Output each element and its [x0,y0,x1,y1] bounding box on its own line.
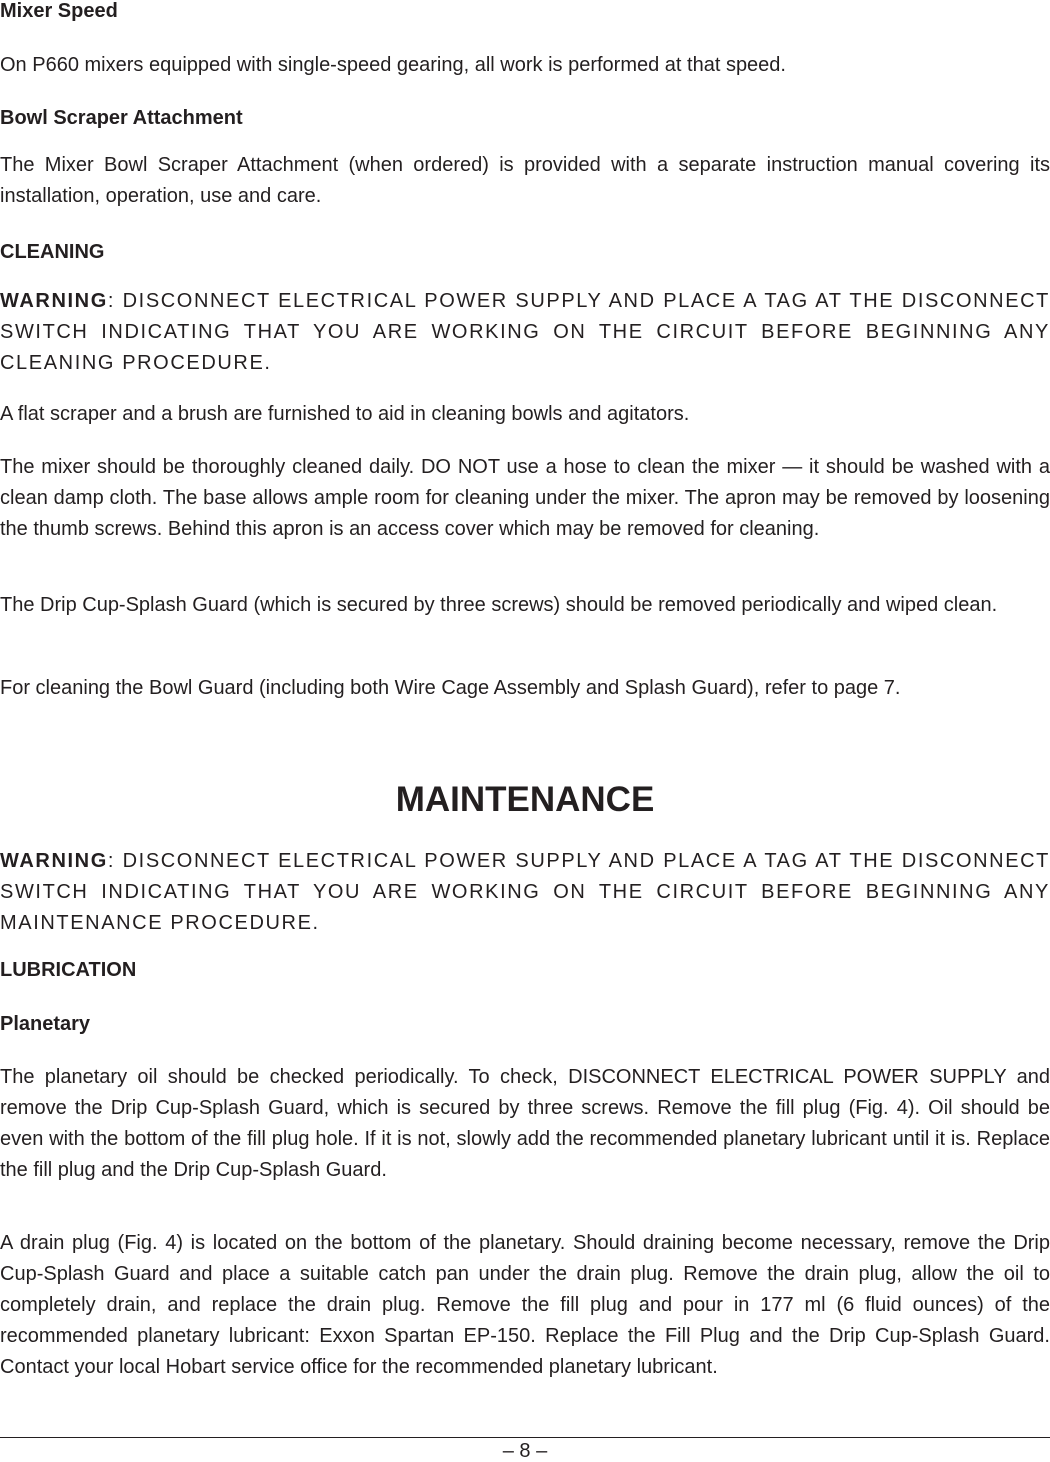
cleaning-paragraph-3: The Drip Cup-Splash Guard (which is secured by three screws) should be removed periodically and wiped clean. [0,594,998,616]
lubrication-paragraph-1: The planetary oil should be checked periodically. To check, DISCONNECT ELECTRICAL POWER SUPPLY and remove the Drip Cup-Splash Guard, which is secured by three screws. Remove the fill plug (Fig. 4). Oil should be even with the bottom of the fill plug hole. If it is not, slowly add the recommended planetary lubricant until it is. Replace the fill plug and the Drip Cup-Splash Guard. [0,1066,1050,1181]
maintenance-title: MAINTENANCE [395,780,655,819]
lubrication-paragraph-2: A drain plug (Fig. 4) is located on the bottom of the planetary. Should draining become necessary, remove the Drip Cup-Splash Guard and place a suitable catch pan under the drain plug. Remove the drain plug, allow the oil to completely drain, and replace the drain plug. Remove the fill plug and pour in 177 ml (6 fluid ounces) of the recommended planetary lubricant: Exxon Spartan EP-150. Replace the Fill Plug and the Drip Cup-Splash Guard. Contact your local Hobart service office for the recommended planetary lubricant. [0,1232,1050,1378]
maintenance-warning-label: WARNING [0,850,108,872]
bowl-scraper-text: The Mixer Bowl Scraper Attachment (when ordered) is provided with a separate instruction manual covering its installation, operation, use and care. [0,154,1050,207]
footer-divider [0,1437,1050,1438]
page-number: – 8 – [502,1440,548,1462]
cleaning-warning-label: WARNING [0,290,108,312]
maintenance-warning-text: : DISCONNECT ELECTRICAL POWER SUPPLY AND PLACE A TAG AT THE DISCONNECT SWITCH INDICATING THAT YOU ARE WORKING ON THE CIRCUIT BEFORE BEGINNING ANY MAINTENANCE PROCEDURE. [0,850,1050,934]
planetary-subheading: Planetary [0,1013,91,1035]
cleaning-heading: CLEANING [0,241,105,263]
mixer-speed-text: On P660 mixers equipped with single-speed gearing, all work is performed at that speed. [0,54,786,76]
cleaning-paragraph-2: The mixer should be thoroughly cleaned daily. DO NOT use a hose to clean the mixer — it should be washed with a clean damp cloth. The base allows ample room for cleaning under the mixer. The apron may be removed by loosening the thumb screws. Behind this apron is an access cover which may be removed for cleaning. [0,456,1050,540]
cleaning-paragraph-1: A flat scraper and a brush are furnished to aid in cleaning bowls and agitators. [0,403,690,425]
cleaning-warning [0,286,1050,379]
bowl-scraper-heading: Bowl Scraper Attachment [0,107,243,129]
maintenance-warning [0,846,1050,939]
mixer-speed-heading: Mixer Speed [0,0,118,22]
cleaning-paragraph-4: For cleaning the Bowl Guard (including both Wire Cage Assembly and Splash Guard), refer to page 7. [0,677,901,699]
cleaning-warning-text: : DISCONNECT ELECTRICAL POWER SUPPLY AND PLACE A TAG AT THE DISCONNECT SWITCH INDICATING THAT YOU ARE WORKING ON THE CIRCUIT BEFORE BEGINNING ANY CLEANING PROCEDURE. [0,290,1050,374]
lubrication-heading: LUBRICATION [0,959,137,981]
